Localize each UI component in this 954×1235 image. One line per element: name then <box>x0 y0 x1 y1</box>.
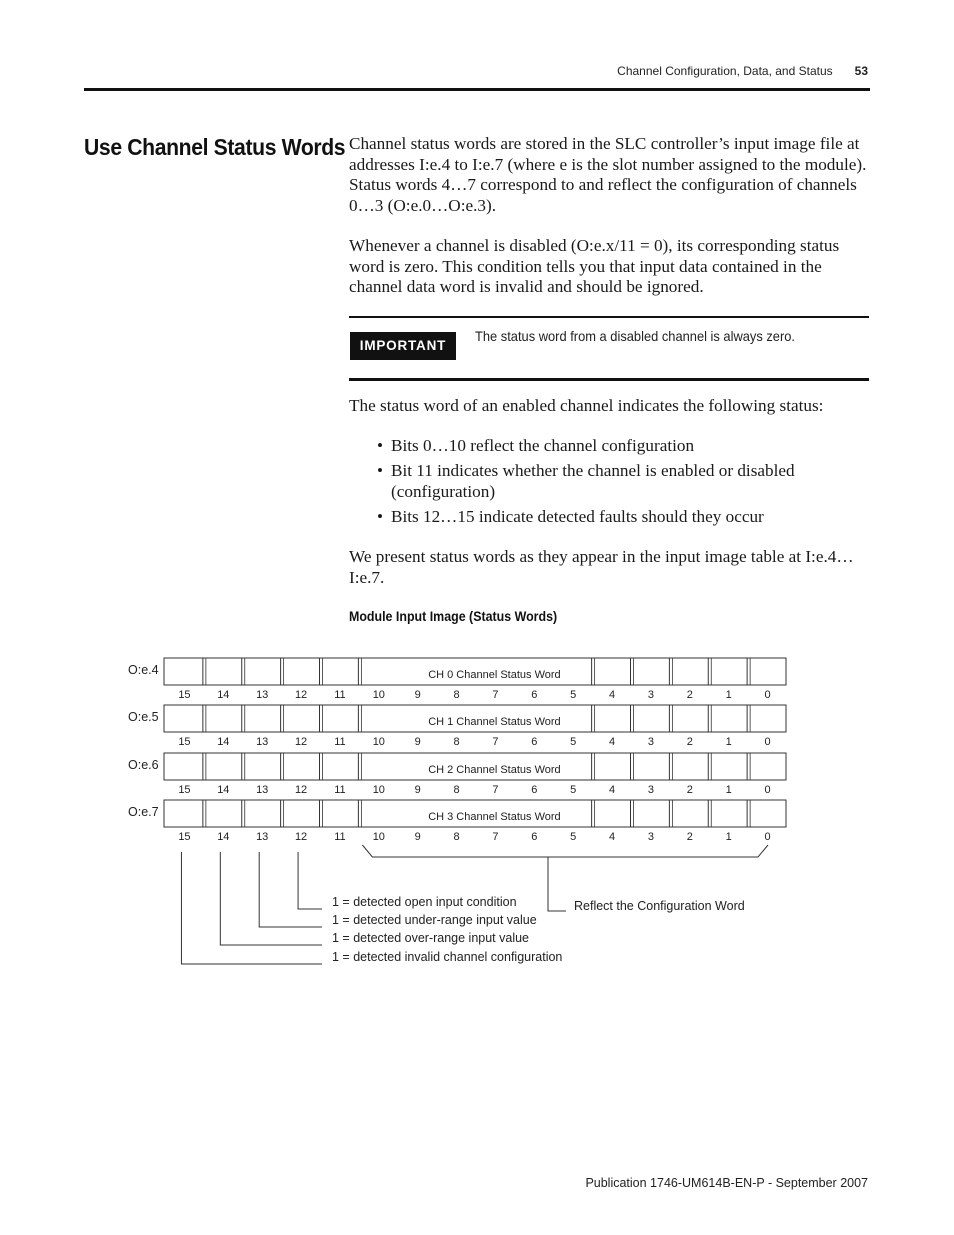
bullet-glyph: • <box>377 436 384 455</box>
bit-number-label: 6 <box>531 736 538 748</box>
bit-number-label: 1 <box>725 784 732 796</box>
bit-number-label: 2 <box>686 689 693 701</box>
bit-number-label: 13 <box>256 831 269 843</box>
fault-bit-legend-text: 1 = detected open input condition <box>332 895 517 909</box>
bit-number-label: 0 <box>764 736 771 748</box>
bit-number-label: 8 <box>453 784 460 796</box>
list-item-text: Bits 12…15 indicate detected faults should they occur <box>391 506 764 526</box>
word-address-label: O:e.7 <box>128 805 159 819</box>
configuration-leader-line <box>548 857 566 911</box>
word-address-label: O:e.4 <box>128 663 159 677</box>
list-item-text: Bit 11 indicates whether the channel is enabled or disabled (configuration) <box>391 461 795 501</box>
bit-number-label: 14 <box>217 736 230 748</box>
section-title: Use Channel Status Words <box>84 134 346 160</box>
fault-bit-leader-line <box>220 852 322 945</box>
bit-number-label: 7 <box>492 831 499 843</box>
channel-status-word-label: CH 2 Channel Status Word <box>428 764 561 776</box>
channel-status-word-label: CH 1 Channel Status Word <box>428 716 561 728</box>
fault-bit-leader-line <box>259 852 322 927</box>
bit-number-label: 5 <box>570 736 577 748</box>
paragraph-status-storage: Channel status words are stored in the SLC controller’s input image file at addresses I:e.4 to I:e.7 (where e is the slot number assigned to the module). Status words 4…7 correspond to and reflect the configuration of channels 0…3 (O:e.0…O:e.3). <box>349 134 867 215</box>
bit-number-label: 13 <box>256 689 269 701</box>
bit-number-label: 3 <box>647 689 654 701</box>
bit-number-label: 10 <box>372 831 385 843</box>
bit-number-label: 10 <box>372 784 385 796</box>
bit-number-label: 9 <box>414 689 421 701</box>
bit-number-label: 12 <box>294 736 308 748</box>
bit-number-label: 1 <box>725 689 732 701</box>
word-address-label: O:e.5 <box>128 710 159 724</box>
bit-number-label: 4 <box>609 831 616 843</box>
channel-status-word-label: CH 3 Channel Status Word <box>428 811 561 823</box>
bit-number-label: 3 <box>647 736 654 748</box>
bit-number-label: 5 <box>570 831 577 843</box>
list-item-text: Bits 0…10 reflect the channel configuration <box>391 436 695 455</box>
bit-number-label: 12 <box>294 831 308 843</box>
bit-number-label: 14 <box>217 831 230 843</box>
bit-number-label: 15 <box>178 689 191 701</box>
bit-number-label: 3 <box>647 784 654 796</box>
bit-number-label: 15 <box>178 831 191 843</box>
bit-number-label: 13 <box>256 784 269 796</box>
bit-number-label: 11 <box>334 689 346 701</box>
bit-number-label: 8 <box>453 831 460 843</box>
bit-number-label: 15 <box>178 736 191 748</box>
channel-status-word-label: CH 0 Channel Status Word <box>428 669 561 681</box>
configuration-bits-brace <box>362 845 768 857</box>
bit-number-label: 5 <box>570 784 577 796</box>
bit-number-label: 4 <box>609 736 616 748</box>
bit-number-label: 2 <box>686 784 693 796</box>
running-header-section: Channel Configuration, Data, and Status <box>617 64 833 78</box>
bit-number-label: 14 <box>217 784 230 796</box>
bit-number-label: 8 <box>453 689 460 701</box>
bit-number-label: 12 <box>294 784 308 796</box>
bit-number-label: 7 <box>492 689 499 701</box>
page-footer: Publication 1746-UM614B-EN-P - September 2007 <box>585 1176 868 1190</box>
bullet-glyph: • <box>377 506 384 526</box>
bit-number-label: 6 <box>531 831 538 843</box>
bit-number-label: 10 <box>372 736 385 748</box>
bit-number-label: 1 <box>725 736 732 748</box>
bit-number-label: 11 <box>334 736 346 748</box>
bit-number-label: 3 <box>647 831 654 843</box>
page-number: 53 <box>854 64 868 78</box>
bit-number-label: 0 <box>764 689 771 701</box>
bit-number-label: 1 <box>725 831 732 843</box>
bit-number-label: 9 <box>414 736 421 748</box>
bit-number-label: 2 <box>686 736 693 748</box>
bit-number-label: 11 <box>334 784 346 796</box>
bit-number-label: 12 <box>294 689 308 701</box>
fault-bit-leader-line <box>181 852 322 964</box>
important-label: IMPORTANT <box>350 332 456 360</box>
fault-bit-legend-text: 1 = detected over-range input value <box>332 931 530 945</box>
bit-number-label: 13 <box>256 736 269 748</box>
bit-number-label: 15 <box>178 784 191 796</box>
legend-configuration-word: Reflect the Configuration Word <box>574 899 745 913</box>
bullet-glyph: • <box>377 461 384 480</box>
bit-number-label: 8 <box>453 736 460 748</box>
bit-number-label: 6 <box>531 689 538 701</box>
bit-number-label: 4 <box>609 689 616 701</box>
bit-number-label: 5 <box>570 689 577 701</box>
bit-number-label: 2 <box>686 831 693 843</box>
bit-number-label: 9 <box>414 831 421 843</box>
bit-number-label: 7 <box>492 784 499 796</box>
paragraph-input-image: We present status words as they appear in the input image table at I:e.4…I:e.7. <box>349 547 854 587</box>
bit-number-label: 9 <box>414 784 421 796</box>
bit-number-label: 0 <box>764 784 771 796</box>
bit-number-label: 14 <box>217 689 230 701</box>
word-address-label: O:e.6 <box>128 758 159 772</box>
bit-number-label: 7 <box>492 736 499 748</box>
bit-number-label: 11 <box>334 831 346 843</box>
paragraph-enabled-status: The status word of an enabled channel indicates the following status: <box>349 396 824 415</box>
important-text: The status word from a disabled channel is always zero. <box>475 328 796 344</box>
bit-number-label: 10 <box>372 689 385 701</box>
bit-number-label: 0 <box>764 831 771 843</box>
paragraph-disabled-channel: Whenever a channel is disabled (O:e.x/11 = 0), its corresponding status word is zero. This condition tells you that input data contained in the channel data word is invalid and should be ignored. <box>349 236 840 296</box>
fault-bit-leader-line <box>298 852 322 909</box>
fault-bit-legend-text: 1 = detected under-range input value <box>332 913 537 927</box>
bit-number-label: 4 <box>609 784 616 796</box>
figure-caption: Module Input Image (Status Words) <box>349 609 558 624</box>
fault-bit-legend-text: 1 = detected invalid channel configuration <box>332 950 563 964</box>
bit-number-label: 6 <box>531 784 538 796</box>
